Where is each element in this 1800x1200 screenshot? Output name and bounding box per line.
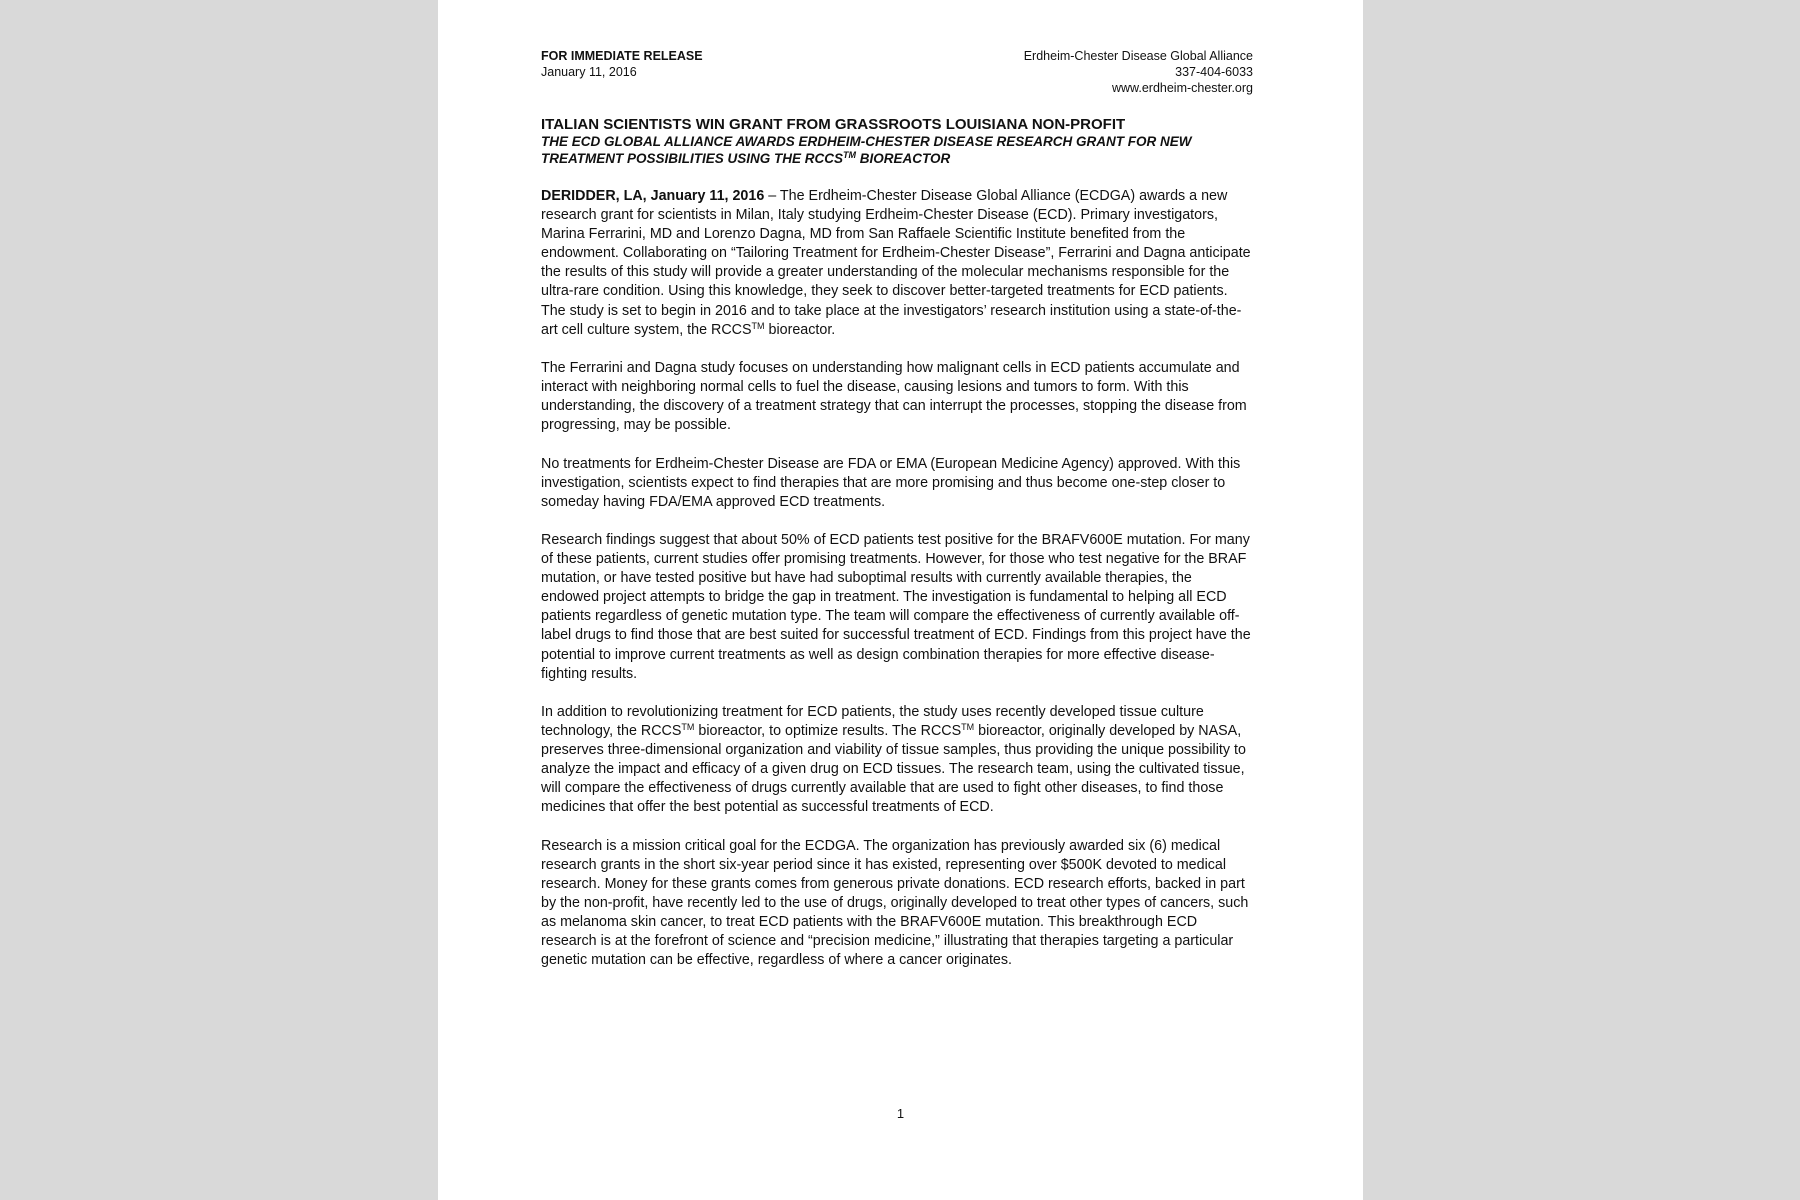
- paragraph-1: [541, 187, 1253, 340]
- paragraph-2: The Ferrarini and Dagna study focuses on understanding how malignant cells in ECD patients accumulate and interact with neighboring normal cells to fuel the disease, causing lesions and tumors to form. With this understanding, the discovery of a treatment strategy that can interrupt the processes, stopping the disease from progressing, may be possible.: [541, 359, 1247, 434]
- subheadline: [541, 134, 1253, 167]
- trademark-mark: TM: [961, 722, 975, 732]
- contact-block: [1024, 48, 1253, 96]
- paragraph-4: Research findings suggest that about 50% of ECD patients test positive for the BRAFV600E mutation. For many of these patients, current studies offer promising treatments. However, for those who test negative for the BRAF mutation, or have tested positive but have had suboptimal results with currently available therapies, the endowed project attempts to bridge the gap in treatment. The investigation is fundamental to helping all ECD patients regardless of genetic mutation type. The team will compare the effectiveness of currently available off-label drugs to find those that are best suited for successful treatment of ECD. Findings from this project have the potential to improve current treatments as well as design combination therapies for more effective disease-fighting results.: [541, 531, 1251, 682]
- trademark-mark: TM: [843, 149, 857, 160]
- paragraph-3: No treatments for Erdheim-Chester Disease are FDA or EMA (European Medicine Agency) approved. With this investigation, scientists expect to find therapies that are more promising and thus become one-step closer to someday having FDA/EMA approved ECD treatments.: [541, 455, 1241, 510]
- trademark-mark: TM: [681, 722, 695, 732]
- page-content: [541, 48, 1253, 990]
- org-phone: 337-404-6033: [1175, 65, 1253, 79]
- page-number: 1: [896, 1106, 905, 1121]
- article-body: [541, 187, 1253, 970]
- org-website: www.erdheim-chester.org: [1111, 81, 1253, 95]
- release-block: [541, 48, 703, 96]
- paragraph-5-part-a: In addition to revolutionizing treatment for ECD patients, the study uses recently developed tissue culture technology, the RCCS: [541, 703, 1204, 739]
- paragraph-5-part-b: bioreactor, to optimize results. The RCCS: [694, 723, 962, 739]
- paragraph-6: Research is a mission critical goal for the ECDGA. The organization has previously awarded six (6) medical research grants in the short six-year period since it has existed, representing over $500K devoted to medical research. Money for these grants comes from generous private donations. ECD research efforts, backed in part by the non-profit, have recently led to the use of drugs, originally developed to treat other types of cancers, such as melanoma skin cancer, to treat ECD patients with the BRAFV600E mutation. This breakthrough ECD research is at the forefront of science and “precision medicine,” illustrating that therapies targeting a particular genetic mutation can be effective, regardless of where a cancer originates.: [541, 837, 1249, 969]
- release-label: FOR IMMEDIATE RELEASE: [541, 49, 703, 63]
- letterhead: [541, 48, 1253, 96]
- paragraph-1-end: bioreactor.: [764, 321, 836, 338]
- paragraph-5: [541, 703, 1253, 818]
- subheadline-end: BIOREACTOR: [856, 150, 951, 166]
- dateline: DERIDDER, LA, January 11, 2016: [541, 188, 765, 204]
- headline: ITALIAN SCIENTISTS WIN GRANT FROM GRASSROOTS LOUISIANA NON-PROFIT: [541, 116, 1126, 133]
- release-date: January 11, 2016: [541, 65, 637, 79]
- document-page: [438, 0, 1363, 1200]
- paragraph-5-part-c: bioreactor, originally developed by NASA, preserves three-dimensional organization and viability of tissue samples, thus providing the unique possibility to analyze the impact and efficacy of a given drug on ECD tissues. The research team, using the cultivated tissue, will compare the effectiveness of drugs currently available that are used to fight other diseases, to find those medicines that offer the best potential as successful treatments of ECD.: [541, 723, 1246, 816]
- trademark-mark: TM: [751, 320, 765, 331]
- subheadline-text: THE ECD GLOBAL ALLIANCE AWARDS ERDHEIM-CHESTER DISEASE RESEARCH GRANT FOR NEW TREATMENT POSSIBILITIES USING THE RCCS: [541, 134, 1192, 166]
- org-name: Erdheim-Chester Disease Global Alliance: [1023, 49, 1253, 63]
- paragraph-1-text: – The Erdheim-Chester Disease Global Alliance (ECDGA) awards a new research grant for scientists in Milan, Italy studying Erdheim-Chester Disease (ECD). Primary investigators, Marina Ferrarini, MD and Lorenzo Dagna, MD from San Raffaele Scientific Institute benefited from the endowment. Collaborating on “Tailoring Treatment for Erdheim-Chester Disease”, Ferrarini and Dagna anticipate the results of this study will provide a greater understanding of the molecular mechanisms responsible for the ultra-rare condition. Using this knowledge, they seek to discover better-targeted treatments for ECD patients. The study is set to begin in 2016 and to take place at the investigators’ research institution using a state-of-the-art cell culture system, the RCCS: [541, 188, 1251, 338]
